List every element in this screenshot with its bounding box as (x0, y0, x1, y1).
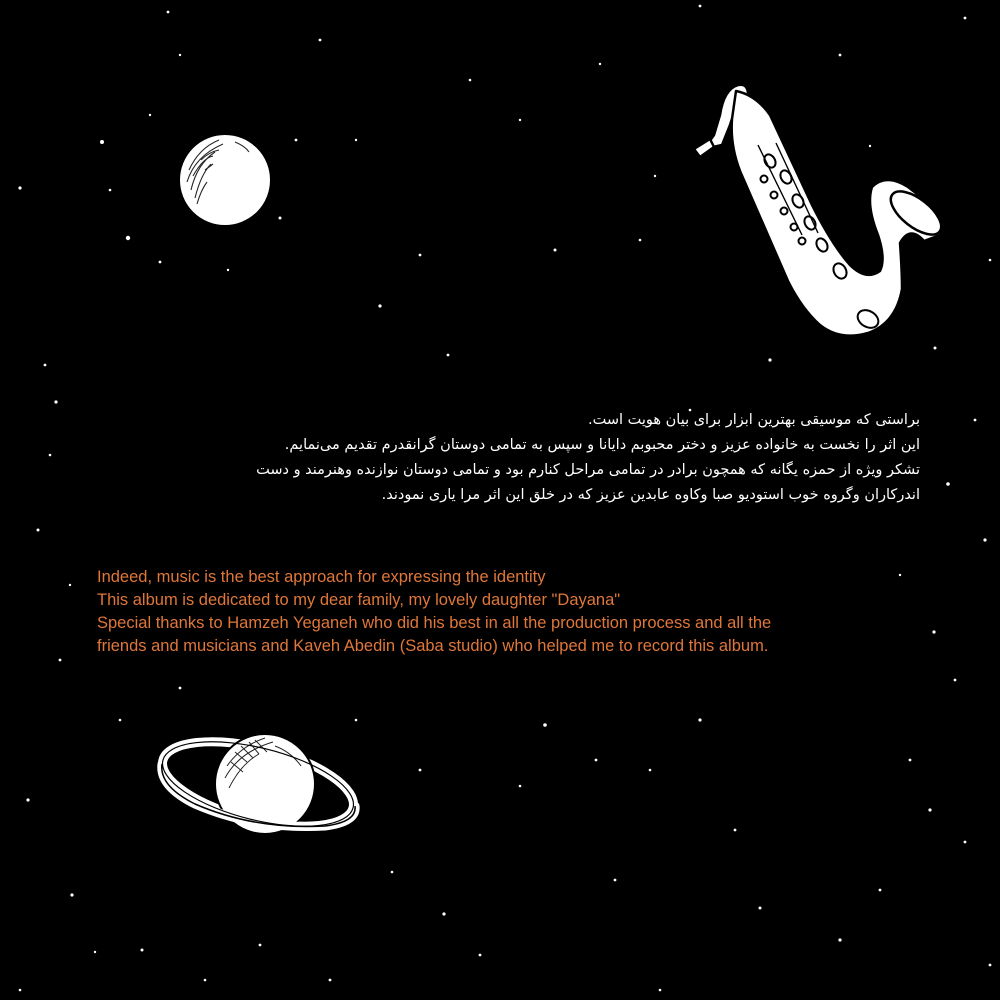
ringed-planet-illustration (155, 722, 365, 852)
saxophone-illustration (690, 75, 950, 345)
english-line-2: This album is dedicated to my dear family, my lovely daughter "Dayana" (97, 591, 621, 609)
persian-line-4: اندرکاران وگروه خوب استودیو صبا وکاوه عابدین عزیز که در خلق این اثر مرا یاری نمودند. (381, 487, 920, 503)
persian-line-3: تشکر ویژه از حمزه یگانه که همچون برادر در تمامی مراحل کنارم بود و تمامی دوستان نوازنده وهنرمند و دست (256, 462, 920, 478)
moon-illustration (175, 130, 275, 230)
persian-dedication (90, 408, 920, 508)
english-line-4: friends and musicians and Kaveh Abedin (Saba studio) who helped me to record this album. (97, 637, 769, 655)
persian-line-2: این اثر را نخست به خانواده عزیز و دختر محبوبم دایانا و سپس به تمامی دوستان گرانقدرم تقدیم می‌نمایم. (284, 437, 920, 453)
english-dedication (97, 566, 897, 658)
english-line-1: Indeed, music is the best approach for expressing the identity (97, 568, 546, 586)
english-line-3: Special thanks to Hamzeh Yeganeh who did his best in all the production process and all the (97, 614, 772, 632)
persian-line-1: براستی که موسیقی بهترین ابزار برای بیان هویت است. (587, 412, 920, 428)
